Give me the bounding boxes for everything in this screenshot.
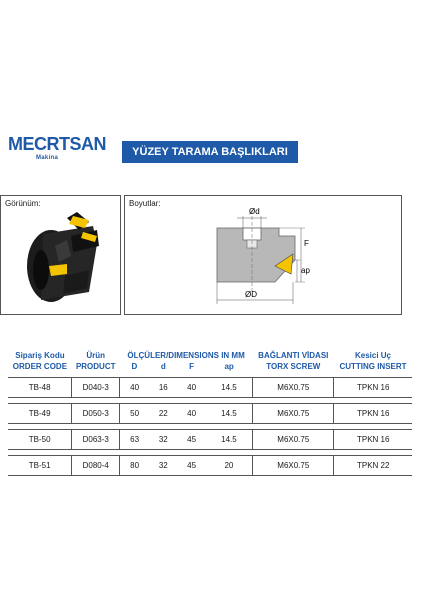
cell-product: D080-4 xyxy=(72,456,120,476)
header-torx-screw-en: TORX SCREW xyxy=(266,362,321,371)
cell-D: 50 xyxy=(120,404,150,424)
cell-d: 22 xyxy=(149,404,177,424)
cell-F: 45 xyxy=(177,456,205,476)
header-product: Ürün xyxy=(86,351,106,360)
cell-order-code: TB-48 xyxy=(8,378,72,398)
face-mill-image xyxy=(1,196,120,314)
cell-insert: TPKN 16 xyxy=(334,404,412,424)
cell-ap: 14.5 xyxy=(206,378,253,398)
cell-D: 80 xyxy=(120,456,150,476)
header-ap: ap xyxy=(224,362,234,371)
header-order-code-en: ORDER CODE xyxy=(12,362,68,371)
header-d: d xyxy=(160,362,166,371)
spec-table xyxy=(8,350,412,476)
cell-product: D050-3 xyxy=(72,404,120,424)
header-cutting-insert: Kesici Uç xyxy=(354,351,391,360)
view-label: Görünüm: xyxy=(5,199,41,208)
header-torx-screw: BAĞLANTI VİDASI xyxy=(258,351,329,360)
header-product-en: PRODUCT xyxy=(75,362,116,371)
header-dimensions: ÖLÇÜLER/DIMENSIONS IN MM xyxy=(127,351,245,360)
dimension-diagram xyxy=(125,196,401,314)
cell-product: D063-3 xyxy=(72,430,120,450)
cell-d: 32 xyxy=(149,430,177,450)
brand-subtitle: Makina xyxy=(36,155,59,161)
cell-F: 45 xyxy=(177,430,205,450)
table-header-row-1 xyxy=(8,350,412,361)
brand-name: MECRTSAN xyxy=(8,134,106,154)
header-D: D xyxy=(131,362,138,371)
dimensions-panel xyxy=(124,195,402,315)
header-F: F xyxy=(189,362,195,371)
brand-logo xyxy=(8,134,106,168)
ap-dimension-label: ap xyxy=(301,266,310,275)
cell-d: 16 xyxy=(149,378,177,398)
cell-ap: 14.5 xyxy=(206,404,253,424)
f-dimension-label: F xyxy=(304,239,309,248)
table-row xyxy=(8,456,412,476)
table-header-row-2 xyxy=(8,361,412,372)
cell-screw: M6X0.75 xyxy=(253,456,334,476)
cell-F: 40 xyxy=(177,404,205,424)
table-row xyxy=(8,378,412,398)
d-dimension-label: Ød xyxy=(249,207,260,216)
cell-insert: TPKN 22 xyxy=(334,456,412,476)
table-row xyxy=(8,430,412,450)
cell-D: 40 xyxy=(120,378,150,398)
cell-order-code: TB-50 xyxy=(8,430,72,450)
cell-D: 63 xyxy=(120,430,150,450)
D-dimension-label: ØD xyxy=(245,290,257,299)
cell-insert: TPKN 16 xyxy=(334,430,412,450)
cell-F: 40 xyxy=(177,378,205,398)
header-cutting-insert-en: CUTTING INSERT xyxy=(339,362,407,371)
cell-order-code: TB-49 xyxy=(8,404,72,424)
cell-screw: M6X0.75 xyxy=(253,404,334,424)
cell-ap: 20 xyxy=(206,456,253,476)
cell-order-code: TB-51 xyxy=(8,456,72,476)
cell-insert: TPKN 16 xyxy=(334,378,412,398)
cell-screw: M6X0.75 xyxy=(253,378,334,398)
table-row xyxy=(8,404,412,424)
product-view-panel xyxy=(0,195,121,315)
page-title: YÜZEY TARAMA BAŞLIKLARI xyxy=(122,141,298,163)
cell-d: 32 xyxy=(149,456,177,476)
cell-ap: 14.5 xyxy=(206,430,253,450)
dims-label: Boyutlar: xyxy=(129,199,161,208)
cell-screw: M6X0.75 xyxy=(253,430,334,450)
header-order-code: Sipariş Kodu xyxy=(15,351,65,360)
cell-product: D040-3 xyxy=(72,378,120,398)
